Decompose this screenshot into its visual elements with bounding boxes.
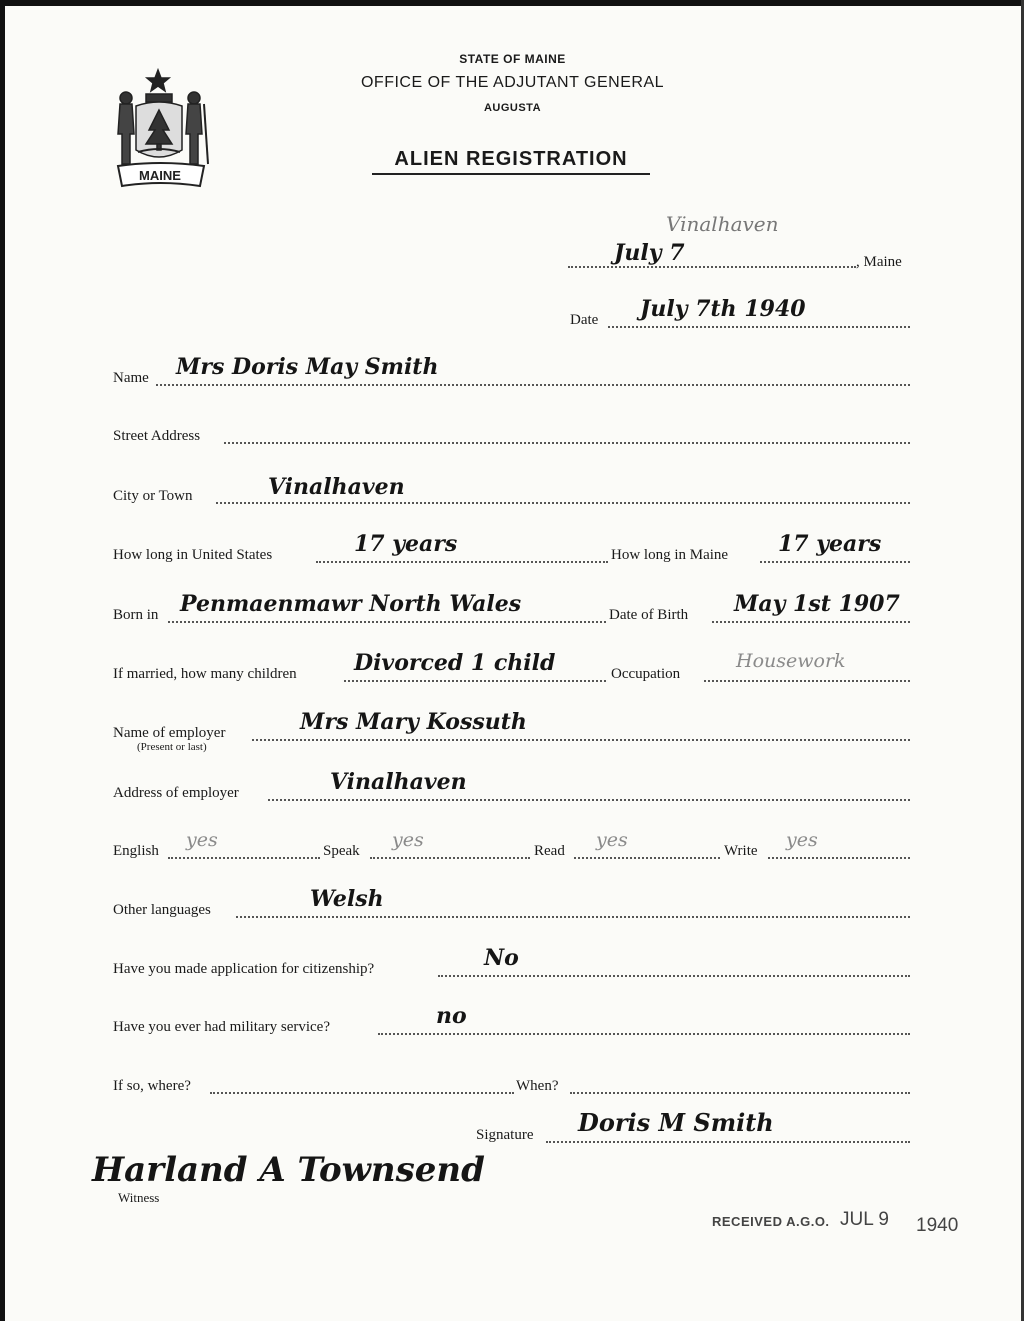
city-town-dotted-line: [216, 502, 910, 504]
scan-border-left: [0, 0, 5, 1321]
english-label: English: [113, 843, 159, 859]
dob-dotted-line: [712, 621, 910, 623]
office-heading: OFFICE OF THE ADJUTANT GENERAL: [360, 74, 665, 91]
children-value: Divorced 1 child: [354, 650, 556, 676]
date-label: Date: [570, 312, 599, 328]
employer-value: Mrs Mary Kossuth: [300, 709, 527, 735]
born-in-label: Born in: [113, 607, 159, 623]
signature-value: Doris M Smith: [578, 1108, 774, 1137]
citizenship-dotted-line: [438, 975, 910, 977]
scan-border-top: [0, 0, 1024, 6]
maine-state-seal-icon: [108, 64, 218, 194]
other-languages-value: Welsh: [310, 886, 384, 912]
read-dotted-line: [574, 857, 720, 859]
city-town-value: Vinalhaven: [268, 474, 405, 500]
military-dotted-line: [378, 1033, 910, 1035]
when-label: When?: [516, 1078, 559, 1094]
street-label: Street Address: [113, 428, 201, 444]
signature-label: Signature: [476, 1127, 534, 1143]
seal-motto: MAINE: [139, 168, 181, 183]
employer-address-dotted-line: [268, 799, 910, 801]
speak-value: yes: [392, 829, 424, 851]
born-in-value: Penmaenmawr North Wales: [180, 591, 522, 617]
name-label: Name: [113, 370, 149, 386]
read-value: yes: [596, 829, 628, 851]
date-dotted-line: [608, 326, 910, 328]
witness-label: Witness: [118, 1190, 160, 1205]
employer-address-label: Address of employer: [113, 785, 239, 801]
military-value: no: [436, 1003, 467, 1029]
occupation-value: Housework: [736, 650, 846, 672]
occupation-label: Occupation: [611, 666, 681, 682]
how-long-maine-dotted-line: [760, 561, 910, 563]
date-value: July 7th 1940: [640, 296, 806, 322]
received-stamp-date: JUL 9: [840, 1209, 889, 1230]
english-value: yes: [186, 829, 218, 851]
received-stamp-year: 1940: [916, 1215, 959, 1236]
where-label: If so, where?: [113, 1078, 191, 1094]
read-label: Read: [534, 843, 565, 859]
children-dotted-line: [344, 680, 606, 682]
employer-label: Name of employer: [113, 725, 226, 741]
employer-note: (Present or last): [137, 741, 207, 753]
where-dotted-line: [210, 1092, 514, 1094]
how-long-maine-value: 17 years: [778, 531, 882, 557]
city-heading: AUGUSTA: [483, 102, 542, 114]
witness-signature: Harland A Townsend: [92, 1150, 485, 1190]
employer-address-value: Vinalhaven: [330, 769, 467, 795]
received-stamp: RECEIVED A.G.O.: [712, 1214, 830, 1229]
other-languages-label: Other languages: [113, 902, 211, 918]
born-in-dotted-line: [168, 621, 606, 623]
dob-label: Date of Birth: [609, 607, 689, 623]
citizenship-label: Have you made application for citizenship?: [113, 961, 375, 977]
how-long-us-label: How long in United States: [113, 547, 273, 563]
how-long-maine-label: How long in Maine: [611, 547, 729, 563]
employer-dotted-line: [252, 739, 910, 741]
maine-label: , Maine: [856, 254, 902, 270]
speak-label: Speak: [323, 843, 360, 859]
write-label: Write: [724, 843, 758, 859]
signature-dotted-line: [546, 1141, 910, 1143]
city-town-label: City or Town: [113, 488, 193, 504]
speak-dotted-line: [370, 857, 530, 859]
street-dotted-line: [224, 442, 910, 444]
name-value: Mrs Doris May Smith: [176, 354, 439, 380]
children-label: If married, how many children: [113, 666, 297, 682]
dob-value: May 1st 1907: [734, 591, 900, 617]
town-line-value: July 7: [614, 240, 685, 266]
town-dotted-line: [568, 266, 856, 268]
state-heading: STATE OF MAINE: [459, 52, 566, 66]
how-long-us-value: 17 years: [354, 531, 458, 557]
write-dotted-line: [768, 857, 910, 859]
citizenship-value: No: [484, 945, 519, 971]
write-value: yes: [786, 829, 818, 851]
military-label: Have you ever had military service?: [113, 1019, 330, 1035]
name-dotted-line: [156, 384, 910, 386]
form-title: ALIEN REGISTRATION: [372, 148, 650, 175]
town-top-value: Vinalhaven: [666, 212, 779, 236]
english-dotted-line: [168, 857, 320, 859]
when-dotted-line: [570, 1092, 910, 1094]
occupation-dotted-line: [704, 680, 910, 682]
how-long-us-dotted-line: [316, 561, 608, 563]
other-languages-dotted-line: [236, 916, 910, 918]
